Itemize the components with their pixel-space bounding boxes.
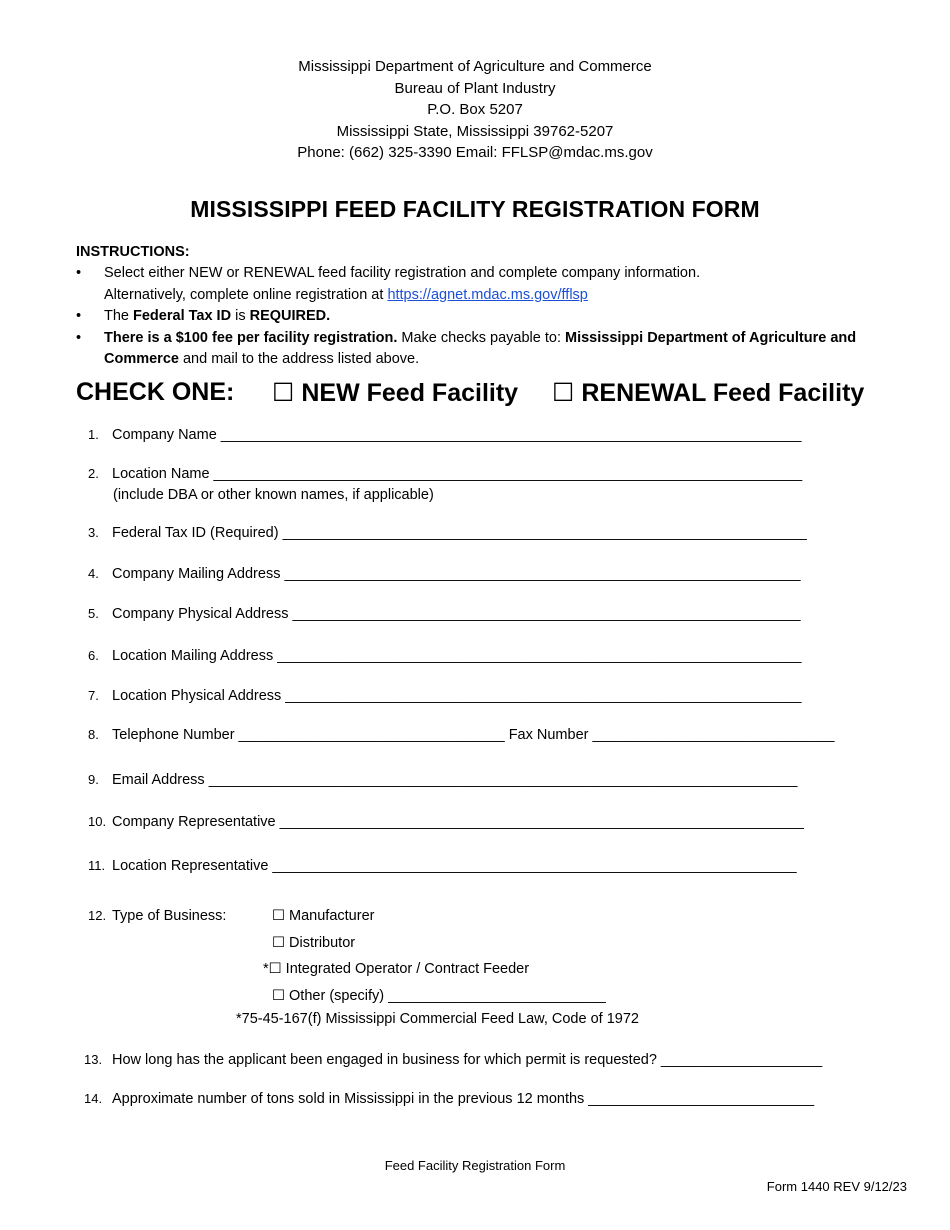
instruction-online-line [104,285,876,307]
item-number: 10. [88,814,107,829]
instruction-emphasis: There is a $100 fee per facility registration. [104,329,398,346]
agency-address-block [0,56,950,164]
bullet-glyph: • [76,329,82,346]
field-label: Company Name ________________________________________________________________________ [112,427,802,443]
telephone-fax-field[interactable] [88,727,834,743]
instruction-text: Make checks payable to: [397,329,566,346]
location-name-note: (include DBA or other known names, if applicable) [113,487,434,503]
instruction-text: is [231,308,250,324]
po-box: P.O. Box 5207 [427,101,523,118]
item-number: 12. [88,908,107,923]
online-registration-link[interactable]: https://agnet.mdac.ms.gov/fflsp [387,286,588,303]
check-one-label: CHECK ONE: [76,378,235,406]
form-title: MISSISSIPPI FEED FACILITY REGISTRATION FORM [190,196,760,222]
field-label: Type of Business: [112,908,227,924]
company-physical-address-field[interactable] [88,606,801,622]
instructions-heading: INSTRUCTIONS: [76,244,190,260]
instruction-text: and mail to the address listed above. [178,351,420,367]
item-number: 14. [84,1091,103,1106]
new-facility-checkbox[interactable]: ☐ NEW Feed Facility [272,379,519,407]
item-number: 6. [88,648,99,663]
city-state-zip: Mississippi State, Mississippi 39762-5207 [336,122,614,140]
field-label: Company Mailing Address ________________________________________________________________ [112,566,801,582]
feed-law-footnote: *75-45-167(f) Mississippi Commercial Feed Law, Code of 1972 [236,1011,639,1027]
item-number: 8. [88,727,99,742]
company-name-field[interactable] [88,427,801,443]
item-number: 11. [88,858,106,873]
renewal-facility-checkbox[interactable]: ☐ RENEWAL Feed Facility [552,379,865,407]
type-of-business-label [88,908,226,924]
bullet-glyph: • [76,265,82,281]
company-mailing-address-field[interactable] [88,566,801,582]
distributor-checkbox[interactable]: ☐ Distributor [272,935,356,951]
instruction-emphasis: Mississippi Department of Agriculture and Commerce [104,329,857,367]
field-label: Federal Tax ID (Required) _________________________________________________________________ [112,525,807,541]
form-revision: Form 1440 REV 9/12/23 [766,1179,907,1194]
footer-form-name: Feed Facility Registration Form [384,1158,566,1173]
bureau-name: Bureau of Plant Industry [394,79,556,97]
field-label: Company Physical Address _______________________________________________________________ [112,606,801,622]
field-label: Approximate number of tons sold in Mississippi in the previous 12 months ____________________________ [112,1091,815,1107]
agency-name: Mississippi Department of Agriculture and Commerce [298,58,652,75]
item-number: 2. [88,466,99,481]
field-label: Location Mailing Address _________________________________________________________________ [112,648,802,664]
location-physical-address-field[interactable] [88,688,801,704]
instruction-item-2 [76,306,876,328]
bullet-glyph: • [76,308,82,324]
location-name-field[interactable] [88,466,802,482]
tons-sold-field[interactable] [84,1091,814,1107]
email-address-field[interactable] [88,772,797,788]
manufacturer-checkbox[interactable]: ☐ Manufacturer [272,908,375,924]
company-representative-field[interactable] [88,814,804,830]
field-label: How long has the applicant been engaged in business for which permit is requested? ____________________ [112,1052,823,1068]
item-number: 1. [88,427,99,442]
instruction-text: Select either NEW or RENEWAL feed facility registration and complete company information. [104,265,701,281]
item-number: 4. [88,566,99,581]
other-business-checkbox[interactable]: ☐ Other (specify) ___________________________ [272,988,606,1004]
item-number: 3. [88,525,99,540]
field-label: Email Address _________________________________________________________________________ [112,772,798,788]
field-label: Telephone Number _________________________________ Fax Number ______________________________ [112,727,835,743]
field-label: Company Representative _________________________________________________________________ [112,814,804,830]
item-number: 7. [88,688,99,703]
field-label: Location Physical Address ________________________________________________________________ [112,688,802,704]
integrated-operator-checkbox[interactable]: *☐ Integrated Operator / Contract Feeder [263,961,530,977]
instruction-emphasis: REQUIRED. [249,308,331,324]
instruction-item-1 [76,263,876,306]
federal-tax-id-field[interactable] [88,525,807,541]
item-number: 5. [88,606,99,621]
instruction-text: The [104,308,134,324]
contact-line: Phone: (662) 325-3390 Email: FFLSP@mdac.ms.gov [297,144,653,161]
instruction-text: Alternatively, complete online registration at [104,286,388,303]
instruction-item-3 [76,328,876,371]
years-in-business-field[interactable] [84,1052,822,1068]
field-label: Location Representative _________________________________________________________________ [112,858,797,874]
location-mailing-address-field[interactable] [88,648,801,664]
field-label: Location Name _________________________________________________________________________ [112,466,803,482]
item-number: 9. [88,772,99,787]
item-number: 13. [84,1052,103,1067]
location-representative-field[interactable] [88,858,797,874]
instructions-list [76,263,876,371]
instruction-emphasis: Federal Tax ID [133,308,232,324]
